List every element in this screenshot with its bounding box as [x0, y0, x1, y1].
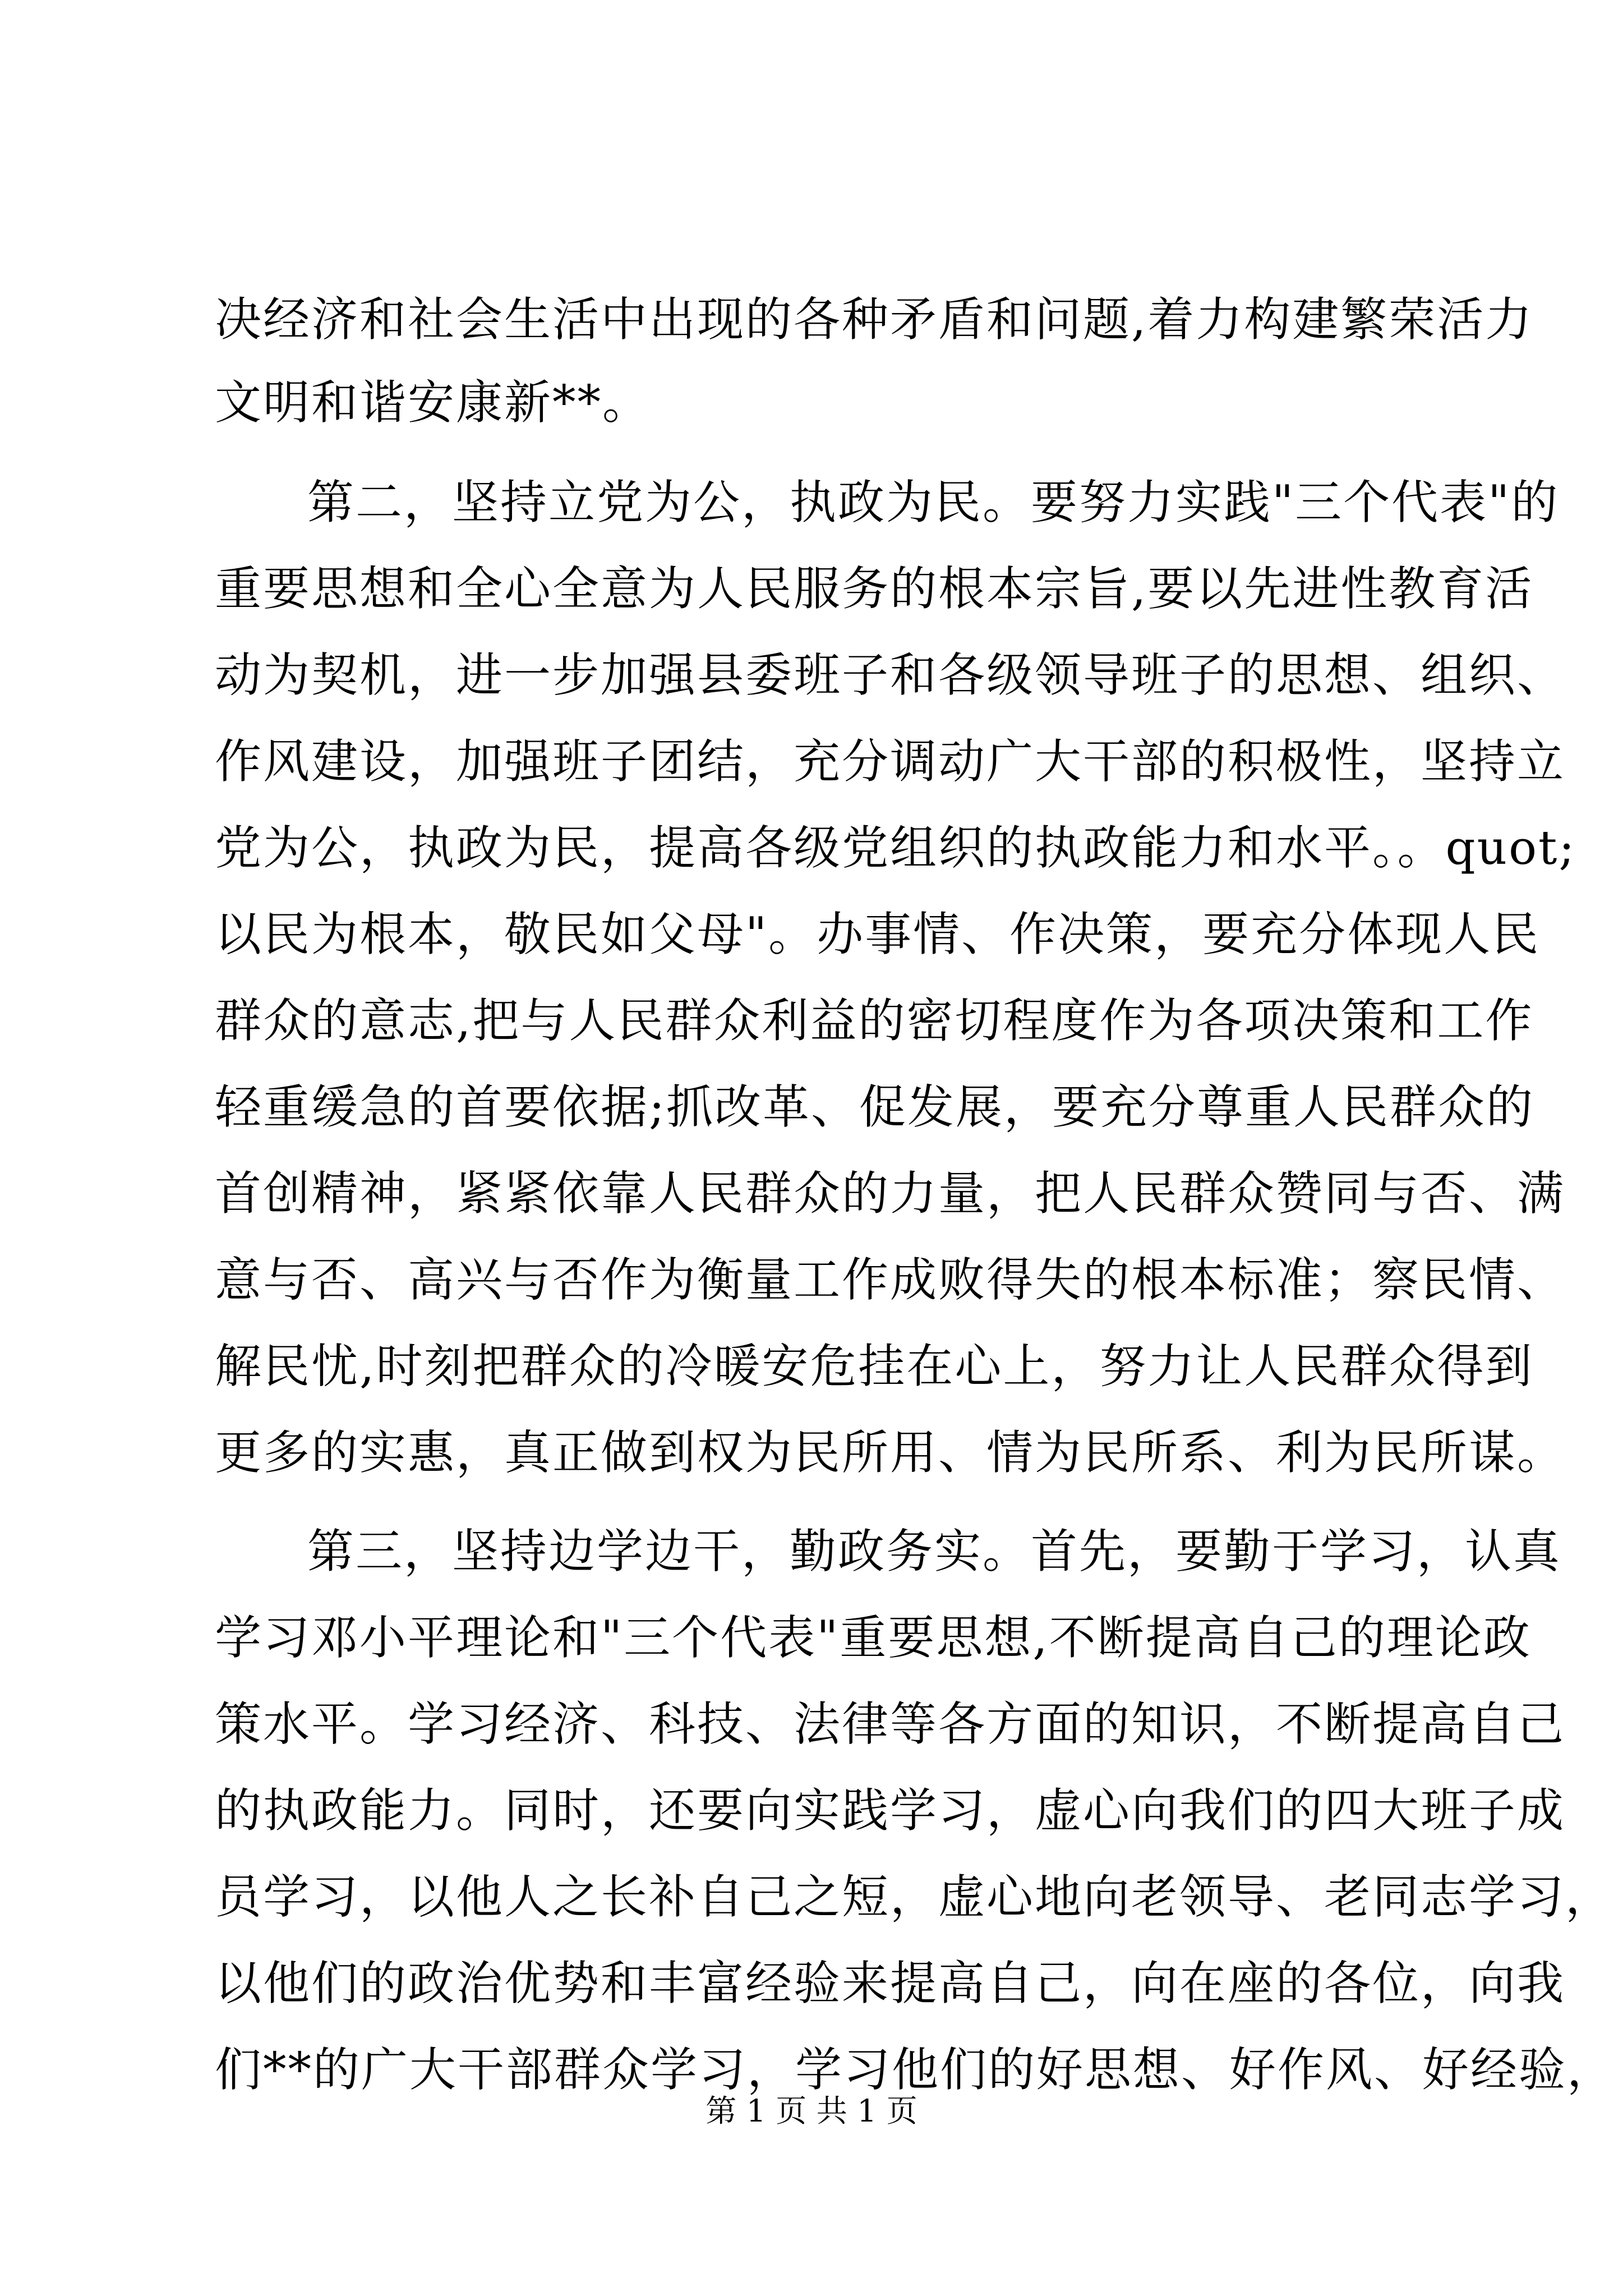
body-line: 以民为根本，敬民如父母"。办事情、作决策，要充分体现人民 [215, 907, 1541, 961]
body-line: 们**的广大干部群众学习，学习他们的好思想、好作风、好经验， [215, 2042, 1615, 2097]
paragraph-first-line: 第三，坚持边学边干，勤政务实。首先，要勤于学习，认真 [307, 1524, 1561, 1579]
body-line: 意与否、高兴与否作为衡量工作成败得失的根本标准；察民情、 [215, 1253, 1565, 1307]
body-line: 重要思想和全心全意为人民服务的根本宗旨,要以先进性教育活 [215, 562, 1534, 616]
body-line: 党为公，执政为民，提高各级党组织的执政能力和水平。。quot; [215, 821, 1576, 875]
body-line: 决经济和社会生活中出现的各种矛盾和问题,着力构建繁荣活力 [215, 292, 1534, 347]
body-line: 作风建设，加强班子团结，充分调动广大干部的积极性，坚持立 [215, 734, 1565, 789]
body-line: 员学习，以他人之长补自己之短，虚心地向老领导、老同志学习， [215, 1870, 1613, 1924]
body-line: 学习邓小平理论和"三个代表"重要思想,不断提高自己的理论政 [215, 1611, 1532, 1665]
paragraph-first-line: 第二，坚持立党为公，执政为民。要努力实践"三个代表"的 [307, 475, 1560, 530]
body-line: 以他们的政治优势和丰富经验来提高自己，向在座的各位，向我 [215, 1956, 1565, 2010]
body-line: 策水平。学习经济、科技、法律等各方面的知识，不断提高自己 [215, 1697, 1565, 1751]
page-number-footer: 第 1 页 共 1 页 [706, 2093, 917, 2129]
body-line: 更多的实惠，真正做到权为民所用、情为民所系、利为民所谋。 [215, 1425, 1565, 1480]
body-line: 轻重缓急的首要依据;抓改革、促发展，要充分尊重人民群众的 [215, 1080, 1534, 1134]
body-line: 文明和谐安康新**。 [215, 375, 651, 430]
body-line: 动为契机，进一步加强县委班子和各级领导班子的思想、组织、 [215, 648, 1565, 702]
body-line: 解民忧,时刻把群众的冷暖安危挂在心上，努力让人民群众得到 [215, 1339, 1534, 1393]
body-line: 首创精神，紧紧依靠人民群众的力量，把人民群众赞同与否、满 [215, 1166, 1565, 1221]
body-line: 群众的意志,把与人民群众利益的密切程度作为各项决策和工作 [215, 993, 1534, 1048]
body-line: 的执政能力。同时，还要向实践学习，虚心向我们的四大班子成 [215, 1783, 1565, 1838]
